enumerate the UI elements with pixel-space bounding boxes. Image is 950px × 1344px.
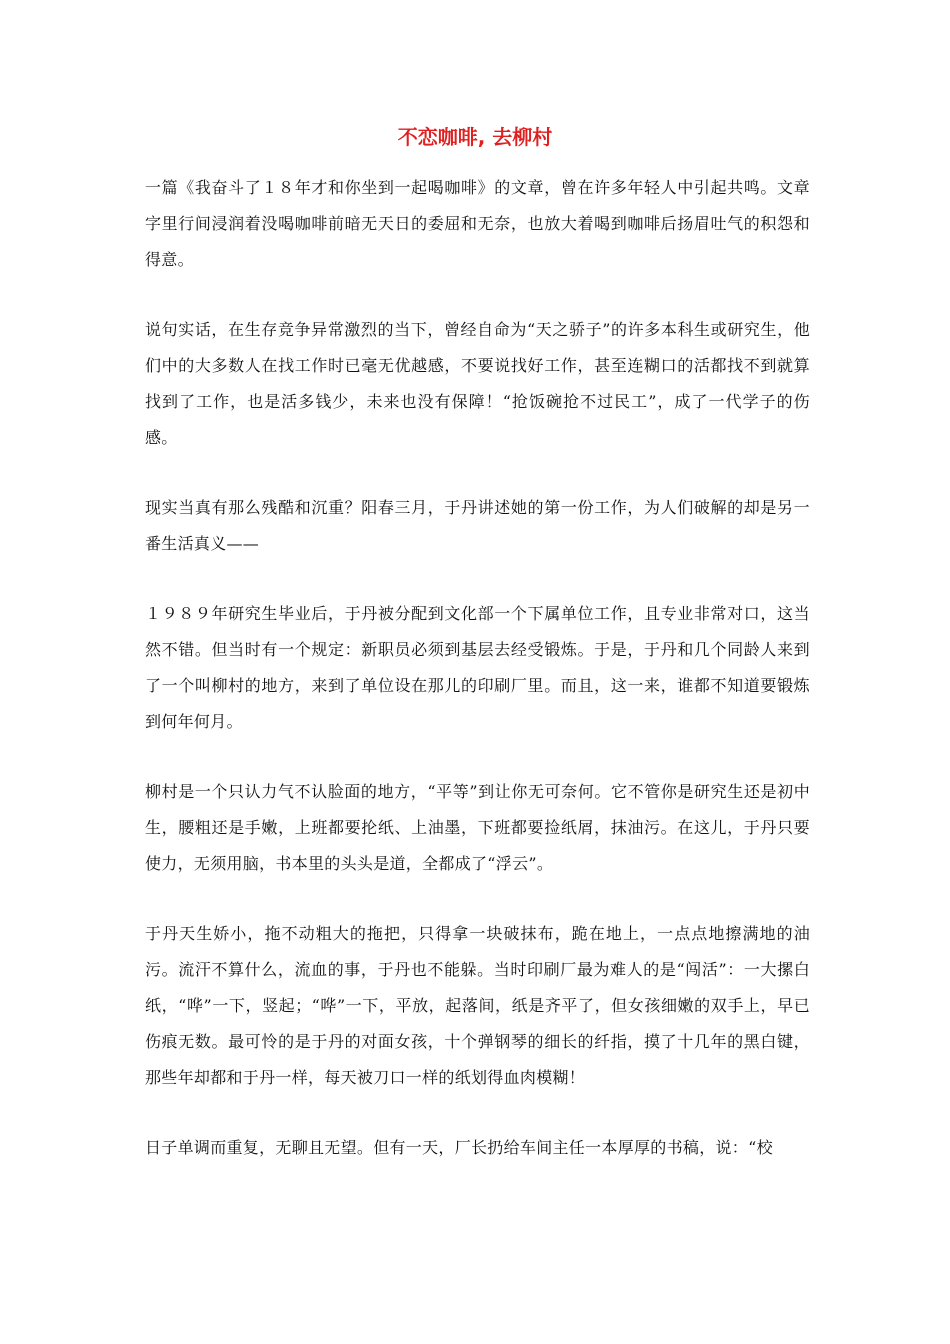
paragraph-2: 说句实话，在生存竞争异常激烈的当下，曾经自命为“天之骄子”的许多本科生或研究生，他们中的大多数人在找工作时已毫无优越感，不要说找好工作，甚至连糊口的活都找不到就算找到了工作，也是活多钱少，未来也没有保障！“抢饭碗抢不过民工”，成了一代学子的伤感。 — [145, 320, 810, 447]
paragraph-3: 现实当真有那么残酷和沉重？阳春三月，于丹讲述她的第一份工作，为人们破解的却是另一番生活真义—— — [145, 498, 810, 553]
document-title: 不恋咖啡, 去柳村 — [397, 125, 553, 149]
paragraph-1: 一篇《我奋斗了１８年才和你坐到一起喝咖啡》的文章，曾在许多年轻人中引起共鸣。文章字里行间浸润着没喝咖啡前暗无天日的委屈和无奈，也放大着喝到咖啡后扬眉吐气的积怨和得意。 — [145, 178, 810, 269]
paragraph-7: 日子单调而重复，无聊且无望。但有一天，厂长扔给车间主任一本厚厚的书稿，说：“校 — [145, 1138, 773, 1157]
paragraph-5: 柳村是一个只认力气不认脸面的地方，“平等”到让你无可奈何。它不管你是研究生还是初中生，腰粗还是手嫩，上班都要抡纸、上油墨，下班都要捡纸屑，抹油污。在这儿，于丹只要使力，无须用脑，书本里的头头是道，全都成了“浮云”。 — [145, 782, 810, 873]
paragraph-4: １９８９年研究生毕业后，于丹被分配到文化部一个下属单位工作，且专业非常对口，这当然不错。但当时有一个规定：新职员必须到基层去经受锻炼。于是，于丹和几个同龄人来到了一个叫柳村的地方，来到了单位设在那儿的印刷厂里。而且，这一来，谁都不知道要锻炼到何年何月。 — [145, 604, 810, 731]
document-body — [145, 170, 810, 1200]
paragraph-6: 于丹天生娇小，拖不动粗大的拖把，只得拿一块破抹布，跪在地上，一点点地擦满地的油污。流汗不算什么，流血的事，于丹也不能躲。当时印刷厂最为难人的是“闯活”：一大摞白纸，“哗”一下，竖起；“哗”一下，平放，起落间，纸是齐平了，但女孩细嫩的双手上，早已伤痕无数。最可怜的是于丹的对面女孩，十个弹钢琴的细长的纤指，摸了十几年的黑白键，那些年却都和于丹一样，每天被刀口一样的纸划得血肉模糊！ — [145, 924, 810, 1087]
